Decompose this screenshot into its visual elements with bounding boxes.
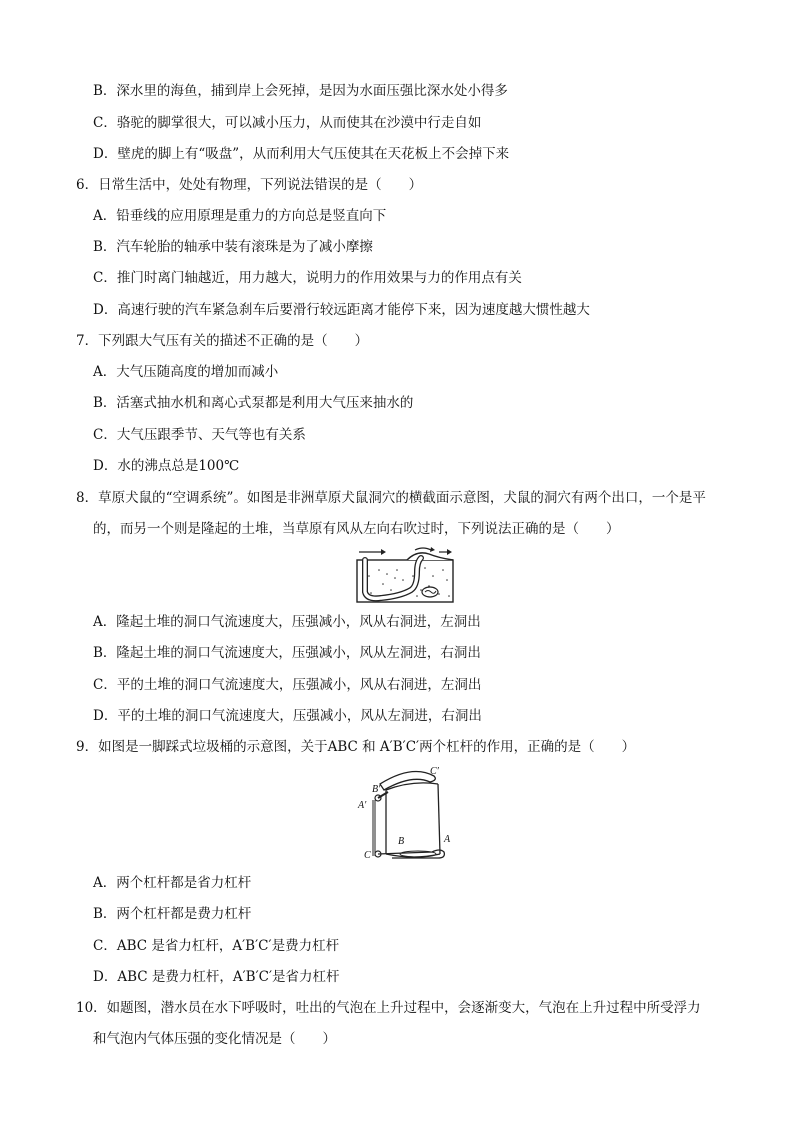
q6-option-d: D．高速行驶的汽车紧急刹车后要滑行较远距离才能停下来，因为速度越大惯性越大 xyxy=(93,302,590,318)
q6-option-c: C．推门时离门轴越近，用力越大，说明力的作用效果与力的作用点有关 xyxy=(93,270,522,286)
q8-stem-line1: 8．草原犬鼠的“空调系统”。如图是非洲草原犬鼠洞穴的横截面示意图，犬鼠的洞穴有两个出口，一个是平 xyxy=(76,490,706,506)
q8-option-b: B．隆起土堆的洞口气流速度大，压强减小，风从左洞进，右洞出 xyxy=(93,645,481,661)
q6-option-b: B．汽车轮胎的轴承中装有滚珠是为了减小摩擦 xyxy=(93,239,373,255)
label-c-prime: C′ xyxy=(430,766,439,777)
q7-option-c: C．大气压跟季节、天气等也有关系 xyxy=(93,427,306,443)
q8-option-c: C．平的土堆的洞口气流速度大，压强减小，风从右洞进，左洞出 xyxy=(93,677,482,693)
q10-stem-line1: 10．如题图，潜水员在水下呼吸时，吐出的气泡在上升过程中，会逐渐变大，气泡在上升过程中所受浮力 xyxy=(76,1000,701,1016)
trash-can-lever-diagram xyxy=(352,762,464,868)
q7-option-b: B．活塞式抽水机和离心式泵都是利用大气压来抽水的 xyxy=(93,395,414,411)
q6-option-a: A．铅垂线的应用原理是重力的方向总是竖直向下 xyxy=(93,208,387,224)
q5-option-d: D．壁虎的脚上有“吸盘”，从而利用大气压使其在天花板上不会掉下来 xyxy=(93,146,510,162)
q10-stem-line2: 和气泡内气体压强的变化情况是（ ） xyxy=(93,1031,336,1047)
label-b-prime: B′ xyxy=(372,784,381,795)
label-a: A xyxy=(444,834,451,845)
q6-stem: 6．日常生活中，处处有物理，下列说法错误的是（ ） xyxy=(76,177,423,193)
q9-option-d: D．ABC 是费力杠杆，A′B′C′是省力杠杆 xyxy=(93,969,340,985)
burrow-diagram xyxy=(355,546,457,604)
q5-option-c: C．骆驼的脚掌很大，可以减小压力，从而使其在沙漠中行走自如 xyxy=(93,115,482,131)
q9-option-a: A．两个杠杆都是省力杠杆 xyxy=(93,875,252,891)
q7-stem: 7．下列跟大气压有关的描述不正确的是（ ） xyxy=(76,333,369,349)
q8-stem-line2: 的，而另一个则是隆起的土堆，当草原有风从左向右吹过时，下列说法正确的是（ ） xyxy=(93,521,620,537)
label-b: B xyxy=(398,836,405,847)
q9-stem: 9．如图是一脚踩式垃圾桶的示意图，关于ABC 和 A′B′C′两个杠杆的作用，正确的是（ ） xyxy=(76,739,636,755)
q7-option-a: A．大气压随高度的增加而减小 xyxy=(93,364,279,380)
label-c: C xyxy=(364,850,371,861)
q5-option-b: B．深水里的海鱼，捕到岸上会死掉，是因为水面压强比深水处小得多 xyxy=(93,83,508,99)
q9-option-c: C．ABC 是省力杠杆，A′B′C′是费力杠杆 xyxy=(93,938,340,954)
label-a-prime: A′ xyxy=(358,800,367,811)
q9-option-b: B．两个杠杆都是费力杠杆 xyxy=(93,906,252,922)
q8-option-a: A．隆起土堆的洞口气流速度大，压强减小，风从右洞进，左洞出 xyxy=(93,614,481,630)
q8-option-d: D．平的土堆的洞口气流速度大，压强减小，风从左洞进，右洞出 xyxy=(93,708,482,724)
q7-option-d: D．水的沸点总是100℃ xyxy=(93,458,240,474)
